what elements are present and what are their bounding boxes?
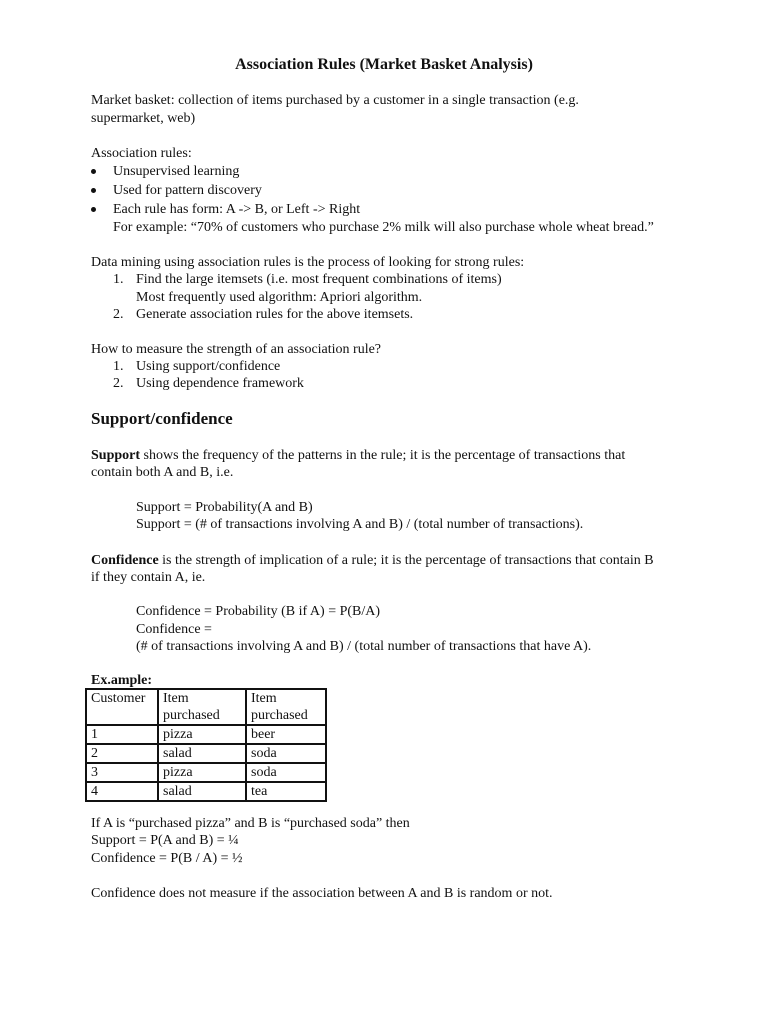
- table-row: [86, 744, 326, 763]
- table-cell: 3: [86, 763, 158, 782]
- table-row: [86, 763, 326, 782]
- support-term: Support: [91, 448, 141, 463]
- intro-line-2: supermarket, web): [91, 111, 196, 126]
- example-support-result: Support = P(A and B) = ¼: [91, 833, 239, 848]
- table-cell: pizza: [158, 725, 246, 744]
- confidence-formula-1: Confidence = Probability (B if A) = P(B/A): [136, 604, 381, 619]
- header-text: Item: [163, 691, 189, 706]
- table-row: [86, 782, 326, 801]
- bullet-item: Unsupervised learning: [113, 164, 240, 179]
- bullet-item: Used for pattern discovery: [113, 183, 262, 198]
- list-number: 1.: [113, 359, 124, 374]
- table-row: [86, 725, 326, 744]
- data-mining-heading: Data mining using association rules is the process of looking for strong rules:: [91, 255, 525, 270]
- confidence-definition-line-2: if they contain A, ie.: [91, 570, 206, 585]
- table-cell: salad: [158, 744, 246, 763]
- confidence-formula-2: Confidence =: [136, 622, 212, 637]
- table-header-cell: [158, 689, 246, 725]
- confidence-definition-line-1: [91, 552, 654, 569]
- support-formula-1: Support = Probability(A and B): [136, 500, 313, 515]
- final-note: Confidence does not measure if the association between A and B is random or not.: [91, 886, 553, 901]
- intro-line-1: Market basket: collection of items purchased by a customer in a single transaction (e.g.: [91, 93, 579, 108]
- list-item: Using dependence framework: [136, 376, 304, 391]
- assoc-rules-heading: Association rules:: [91, 146, 192, 161]
- list-item: Generate association rules for the above itemsets.: [136, 307, 414, 322]
- support-definition-text: shows the frequency of the patterns in the rule; it is the percentage of transactions that: [140, 448, 626, 463]
- example-heading: Ex.ample:: [91, 673, 153, 688]
- example-confidence-result: Confidence = P(B / A) = ½: [91, 851, 243, 866]
- table-cell: soda: [246, 744, 326, 763]
- table-cell: pizza: [158, 763, 246, 782]
- header-text: purchased: [163, 708, 220, 723]
- bullet-dot-icon: [91, 169, 96, 174]
- document-title: Association Rules (Market Basket Analysis): [235, 56, 533, 73]
- confidence-term: Confidence: [91, 553, 159, 568]
- table-header-cell: [86, 689, 158, 725]
- table-cell: 4: [86, 782, 158, 801]
- table-header-row: [86, 689, 326, 725]
- support-definition-line-2: contain both A and B, i.e.: [91, 465, 234, 480]
- table-cell: salad: [158, 782, 246, 801]
- confidence-definition-text: is the strength of implication of a rule; it is the percentage of transactions that contain B: [158, 553, 654, 568]
- list-number: 2.: [113, 307, 124, 322]
- bullet-dot-icon: [91, 188, 96, 193]
- table-cell: soda: [246, 763, 326, 782]
- list-item: Find the large itemsets (i.e. most frequent combinations of items): [136, 272, 502, 287]
- confidence-formula-3: (# of transactions involving A and B) / (total number of transactions that have A).: [136, 639, 592, 654]
- list-item: Most frequently used algorithm: Apriori algorithm.: [136, 290, 423, 305]
- table-cell: 1: [86, 725, 158, 744]
- rule-example: For example: “70% of customers who purchase 2% milk will also purchase whole wheat bread.”: [113, 220, 654, 235]
- table-header-cell: [246, 689, 326, 725]
- header-text: purchased: [251, 708, 308, 723]
- bullet-dot-icon: [91, 207, 96, 212]
- measure-heading: How to measure the strength of an association rule?: [91, 342, 382, 357]
- list-number: 2.: [113, 376, 124, 391]
- section-heading-support-confidence: Support/confidence: [91, 409, 233, 428]
- example-conclusion-1: If A is “purchased pizza” and B is “purchased soda” then: [91, 816, 410, 831]
- table-cell: 2: [86, 744, 158, 763]
- list-number: 1.: [113, 272, 124, 287]
- table-cell: tea: [246, 782, 326, 801]
- support-definition-line-1: [91, 447, 625, 464]
- header-text: Item: [251, 691, 277, 706]
- list-item: Using support/confidence: [136, 359, 281, 374]
- example-table: [85, 688, 327, 802]
- bullet-item: Each rule has form: A -> B, or Left -> Right: [113, 202, 361, 217]
- support-formula-2: Support = (# of transactions involving A and B) / (total number of transactions).: [136, 517, 584, 532]
- table-cell: beer: [246, 725, 326, 744]
- header-text: Customer: [91, 691, 146, 706]
